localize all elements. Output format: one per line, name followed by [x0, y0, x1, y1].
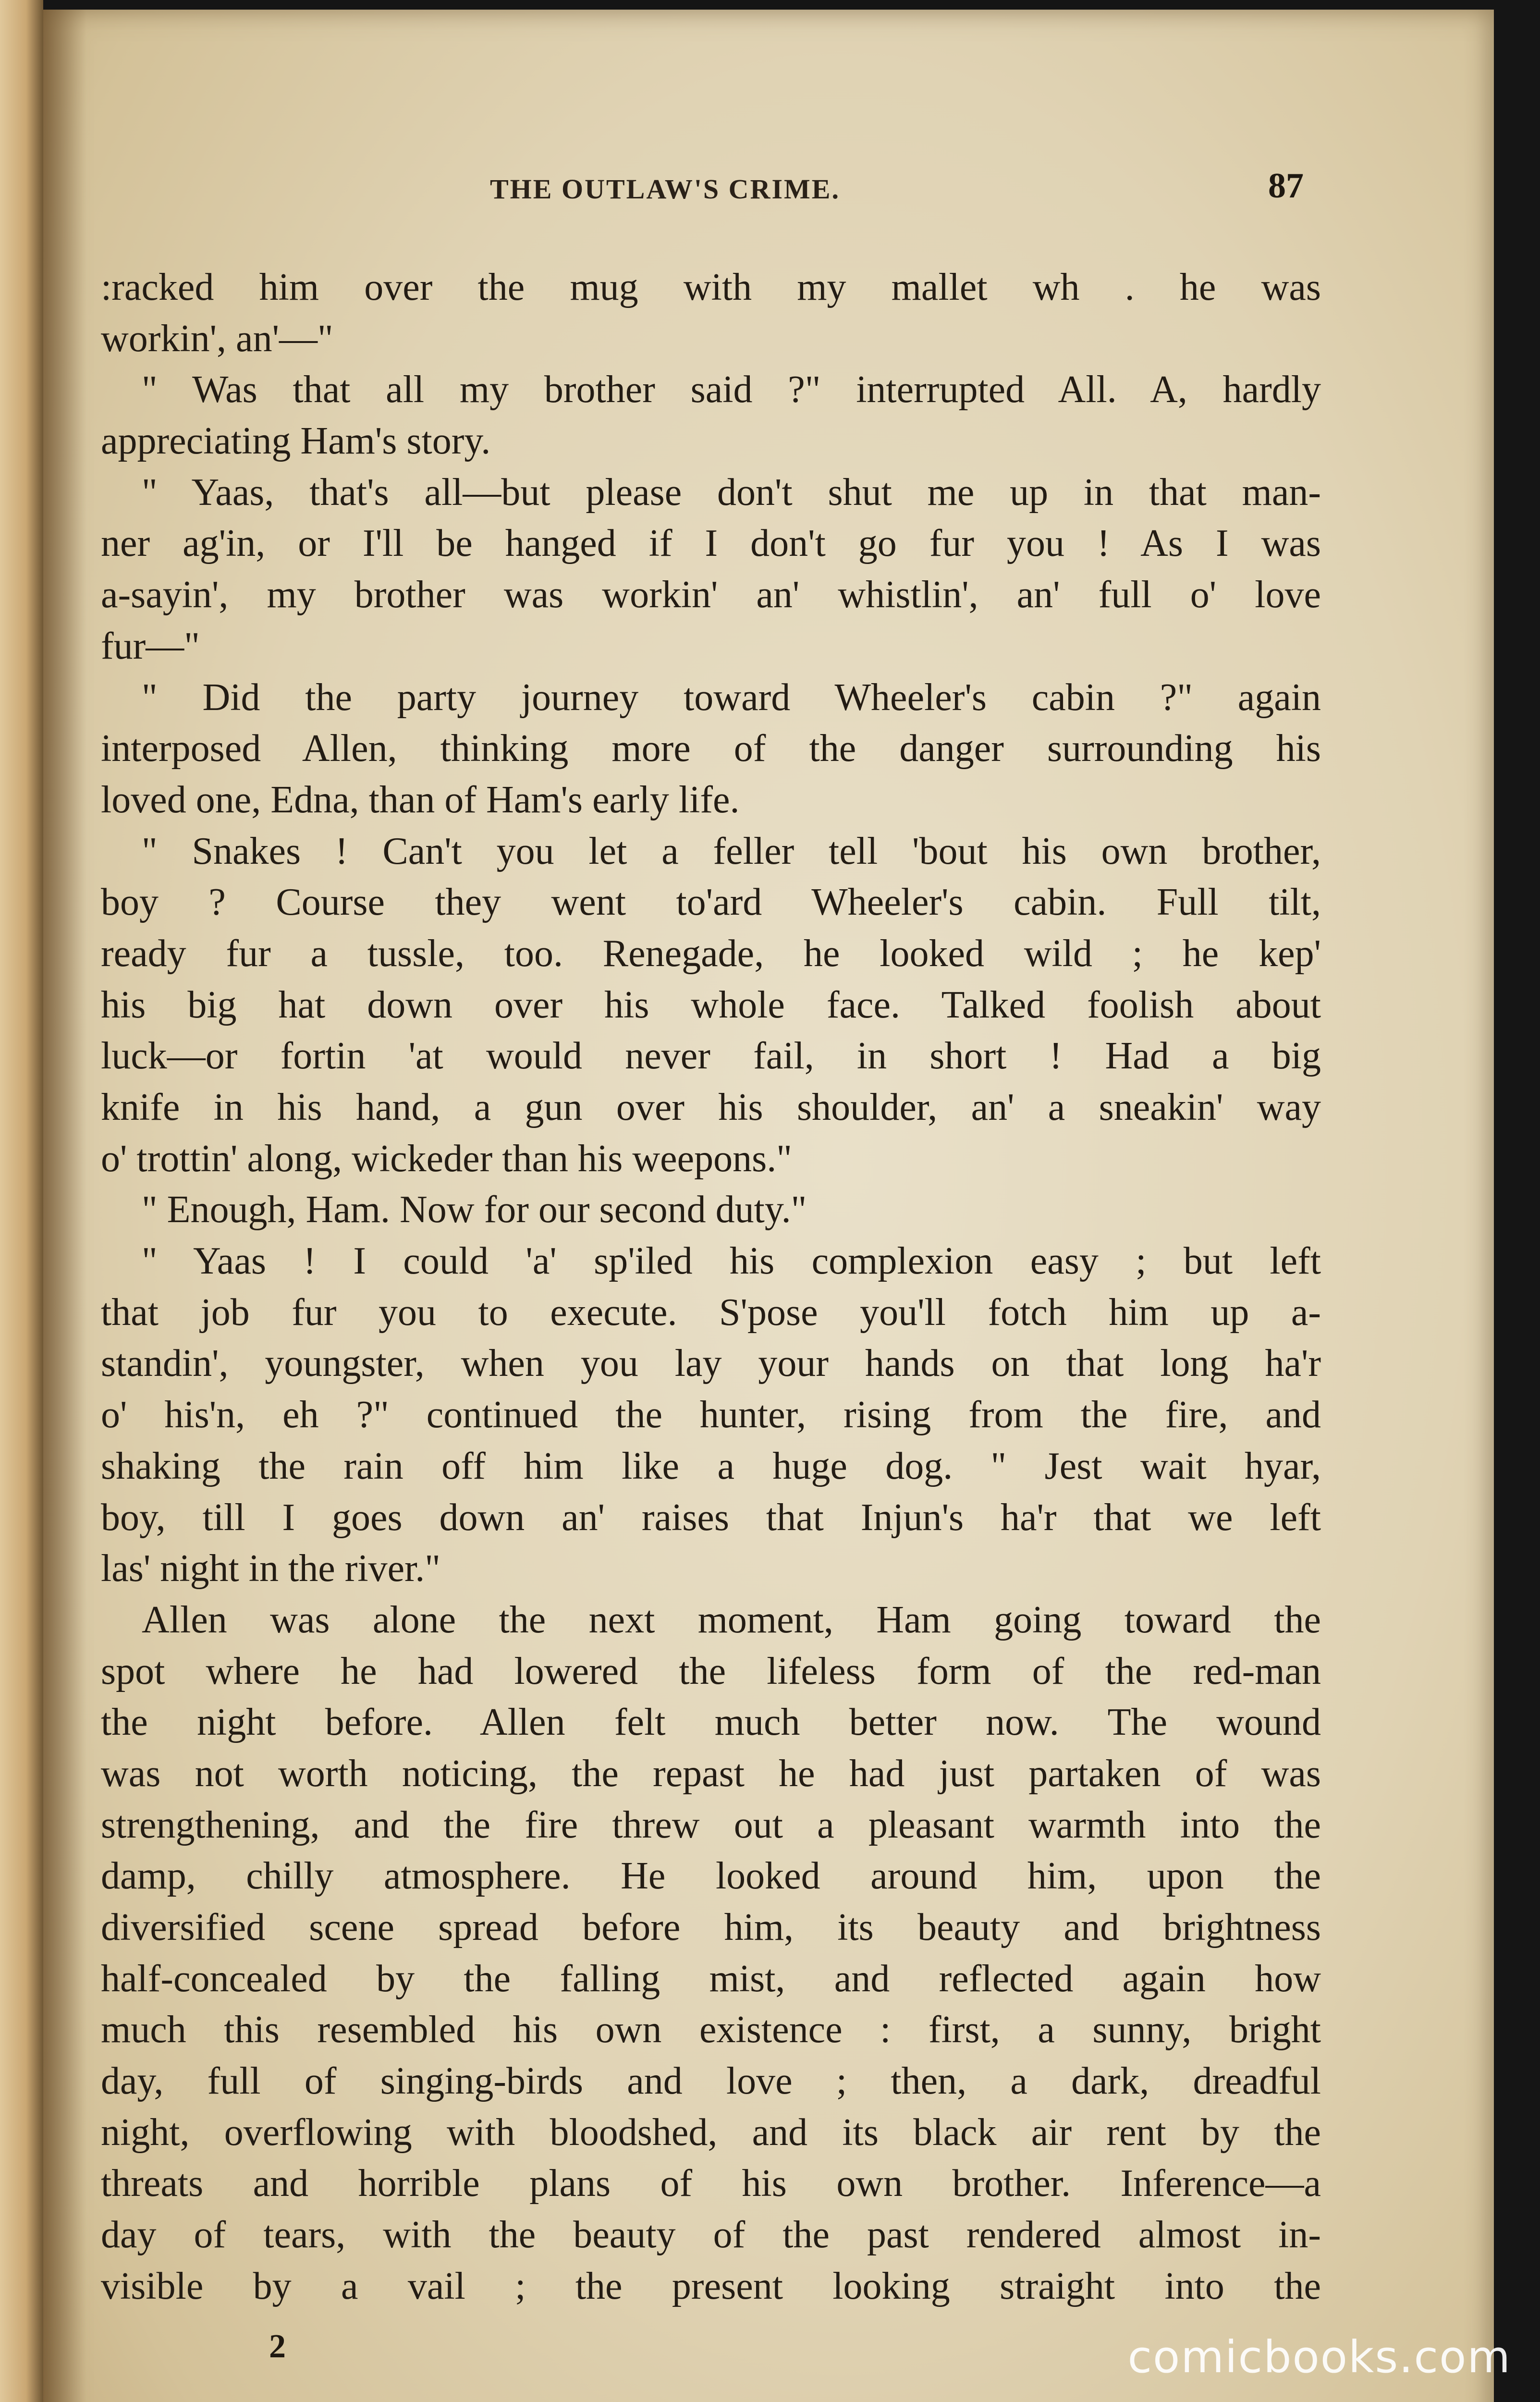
text-line: " Enough, Ham. Now for our second duty."	[142, 1189, 807, 1231]
text-line: " Did the party journey toward Wheeler's cabin ?" again	[142, 676, 1321, 719]
text-line: knife in his hand, a gun over his shoulder, an' a sneakin' way	[101, 1086, 1321, 1128]
text-line: night, overflowing with bloodshed, and its black air rent by the	[101, 2111, 1321, 2154]
signature-mark: 2	[269, 2328, 286, 2365]
gutter-shadow	[43, 10, 86, 2402]
text-line: las' night in the river."	[101, 1547, 440, 1590]
text-line: workin', an'—"	[101, 317, 333, 360]
text-line: luck—or fortin 'at would never fail, in short ! Had a big	[101, 1035, 1321, 1078]
text-line: " Snakes ! Can't you let a feller tell 'bout his own brother,	[142, 830, 1321, 872]
text-line: a-sayin', my brother was workin' an' whistlin', an' full o' love	[101, 574, 1321, 616]
text-line: standin', youngster, when you lay your hands on that long ha'r	[101, 1342, 1321, 1385]
text-line: the night before. Allen felt much better now. The wound	[101, 1701, 1321, 1744]
text-line: Allen was alone the next moment, Ham going toward the	[142, 1598, 1321, 1641]
text-line: that job fur you to execute. S'pose you'll fotch him up a-	[101, 1291, 1321, 1334]
text-line: threats and horrible plans of his own brother. Inference—a	[101, 2162, 1321, 2205]
text-line: diversified scene spread before him, its beauty and brightness	[101, 1906, 1321, 1949]
text-line: spot where he had lowered the lifeless form of the red-man	[101, 1650, 1321, 1692]
text-line: appreciating Ham's story.	[101, 420, 491, 463]
text-line: strengthening, and the fire threw out a pleasant warmth into the	[101, 1803, 1321, 1846]
text-line: fur—"	[101, 625, 200, 667]
text-line: " Yaas, that's all—but please don't shut me up in that man-	[142, 471, 1321, 514]
text-line: was not worth noticing, the repast he had just partaken of was	[101, 1752, 1321, 1795]
text-line: boy ? Course they went to'ard Wheeler's cabin. Full tilt,	[101, 881, 1321, 924]
text-line: :racked him over the mug with my mallet wh . he was	[101, 266, 1321, 308]
text-line: ready fur a tussle, too. Renegade, he looked wild ; he kep'	[101, 932, 1321, 975]
text-line: much this resembled his own existence : first, a sunny, bright	[101, 2009, 1321, 2051]
body-text	[101, 262, 1321, 2312]
text-line: shaking the rain off him like a huge dog. " Jest wait hyar,	[101, 1445, 1321, 1487]
text-line: interposed Allen, thinking more of the danger surrounding his	[101, 727, 1321, 770]
text-line: ner ag'in, or I'll be hanged if I don't go fur you ! As I was	[101, 522, 1321, 565]
text-line: loved one, Edna, than of Ham's early life.	[101, 778, 740, 821]
page-number: 87	[1268, 166, 1304, 206]
text-line: boy, till I goes down an' raises that Injun's ha'r that we left	[101, 1496, 1321, 1539]
watermark-logo: comicbooks.com	[1127, 2331, 1511, 2383]
text-line: " Yaas ! I could 'a' sp'iled his complexion easy ; but left	[142, 1240, 1321, 1283]
text-line: damp, chilly atmosphere. He looked around him, upon the	[101, 1855, 1321, 1898]
text-line: o' trottin' along, wickeder than his weepons."	[101, 1137, 792, 1180]
text-line: half-concealed by the falling mist, and reflected again how	[101, 1957, 1321, 2000]
text-line: visible by a vail ; the present looking straight into the	[101, 2265, 1321, 2307]
text-line: " Was that all my brother said ?" interrupted All. A, hardly	[142, 368, 1321, 411]
text-line: day of tears, with the beauty of the past rendered almost in-	[101, 2214, 1321, 2256]
running-head: THE OUTLAW'S CRIME.	[490, 173, 840, 205]
text-line: day, full of singing-birds and love ; then, a dark, dreadful	[101, 2060, 1321, 2103]
text-line: his big hat down over his whole face. Talked foolish about	[101, 983, 1321, 1026]
text-line: o' his'n, eh ?" continued the hunter, rising from the fire, and	[101, 1394, 1321, 1436]
book-spine-edge	[0, 0, 43, 2402]
